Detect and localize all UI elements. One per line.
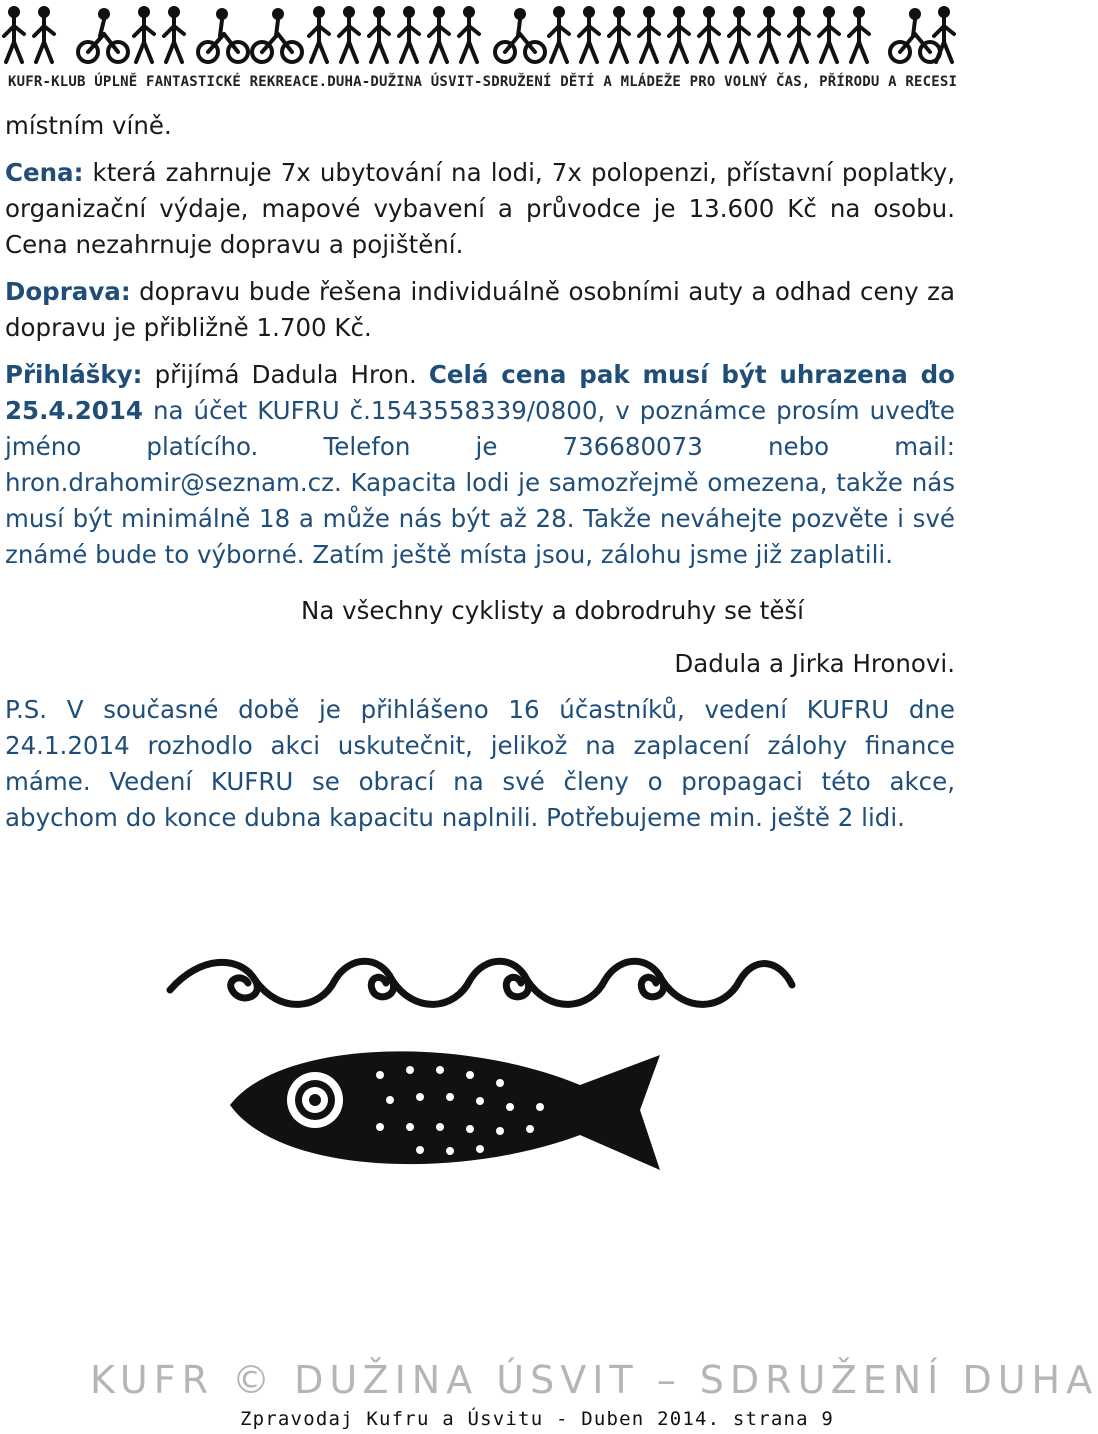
price-text: která zahrnuje 7x ubytování na lodi, 7x polopenzi, přístavní poplatky, organizační výdaje, mapové vybavení a průvodce je 13.600 Kč na osobu. Cena nezahrnuje dopravu a pojištění. [5,158,955,259]
footer-logo: KUFR © DUŽINA ÚSVIT – SDRUŽENÍ DUHA [90,1358,1098,1402]
header-tagline: KUFR-KLUB ÚPLNĚ FANTASTICKÉ REKREACE.DUHA-DUŽINA ÚSVIT-SDRUŽENÍ DĚTÍ A MLÁDEŽE PRO VOLNÝ ČAS, PŘÍRODU A RECESI [8,74,958,90]
waves-illustration [170,961,792,1004]
registration-label: Přihlášky: [5,360,143,389]
article-body [5,108,955,836]
price-paragraph [5,155,955,263]
postscript-paragraph: P.S. V současné době je přihlášeno 16 účastníků, vedení KUFRU dne 24.1.2014 rozhodlo akci uskutečnit, jelikož na zaplacení zálohy finance máme. Vedení KUFRU se obrací na své členy o propagaci této akce, abychom do konce dubna kapacitu naplnili. Potřebujeme min. ještě 2 lidi. [5,695,955,832]
footer-page-info: Zpravodaj Kufru a Úsvitu - Duben 2014. strana 9 [240,1408,835,1430]
figures-banner-illustration [0,0,960,72]
registration-paragraph [5,357,955,573]
price-label: Cena: [5,158,84,187]
registration-deadline: Celá cena pak musí být uhrazena do 25.4.2014 [5,360,955,425]
waves-and-fish-illustration [160,935,800,1225]
greeting-line: Na všechny cyklisty a dobrodruhy se těší [301,596,804,625]
registration-text-2: na účet KUFRU č.1543558339/0800, v poznámce prosím uveďte jméno platícího. Telefon je 736680073 nebo mail: hron.drahomir@seznam.cz. Kapacita lodi je samozřejmě omezena, takže nás musí být minimálně 18 a může nás být až 28. Takže neváhejte pozvěte i své známé bude to výborné. Zatím ještě místa jsou, zálohu jsme již zaplatili. [5,396,955,569]
signature-line: Dadula a Jirka Hronovi. [674,649,955,678]
transport-text: dopravu bude řešena individuálně osobními auty a odhad ceny za dopravu je přibližně 1.700 Kč. [5,277,955,342]
intro-line: místním víně. [5,111,172,140]
transport-paragraph [5,274,955,346]
fish-illustration [230,1051,660,1170]
header [0,0,960,100]
registration-text-1: přijímá Dadula Hron. [142,360,429,389]
transport-label: Doprava: [5,277,131,306]
